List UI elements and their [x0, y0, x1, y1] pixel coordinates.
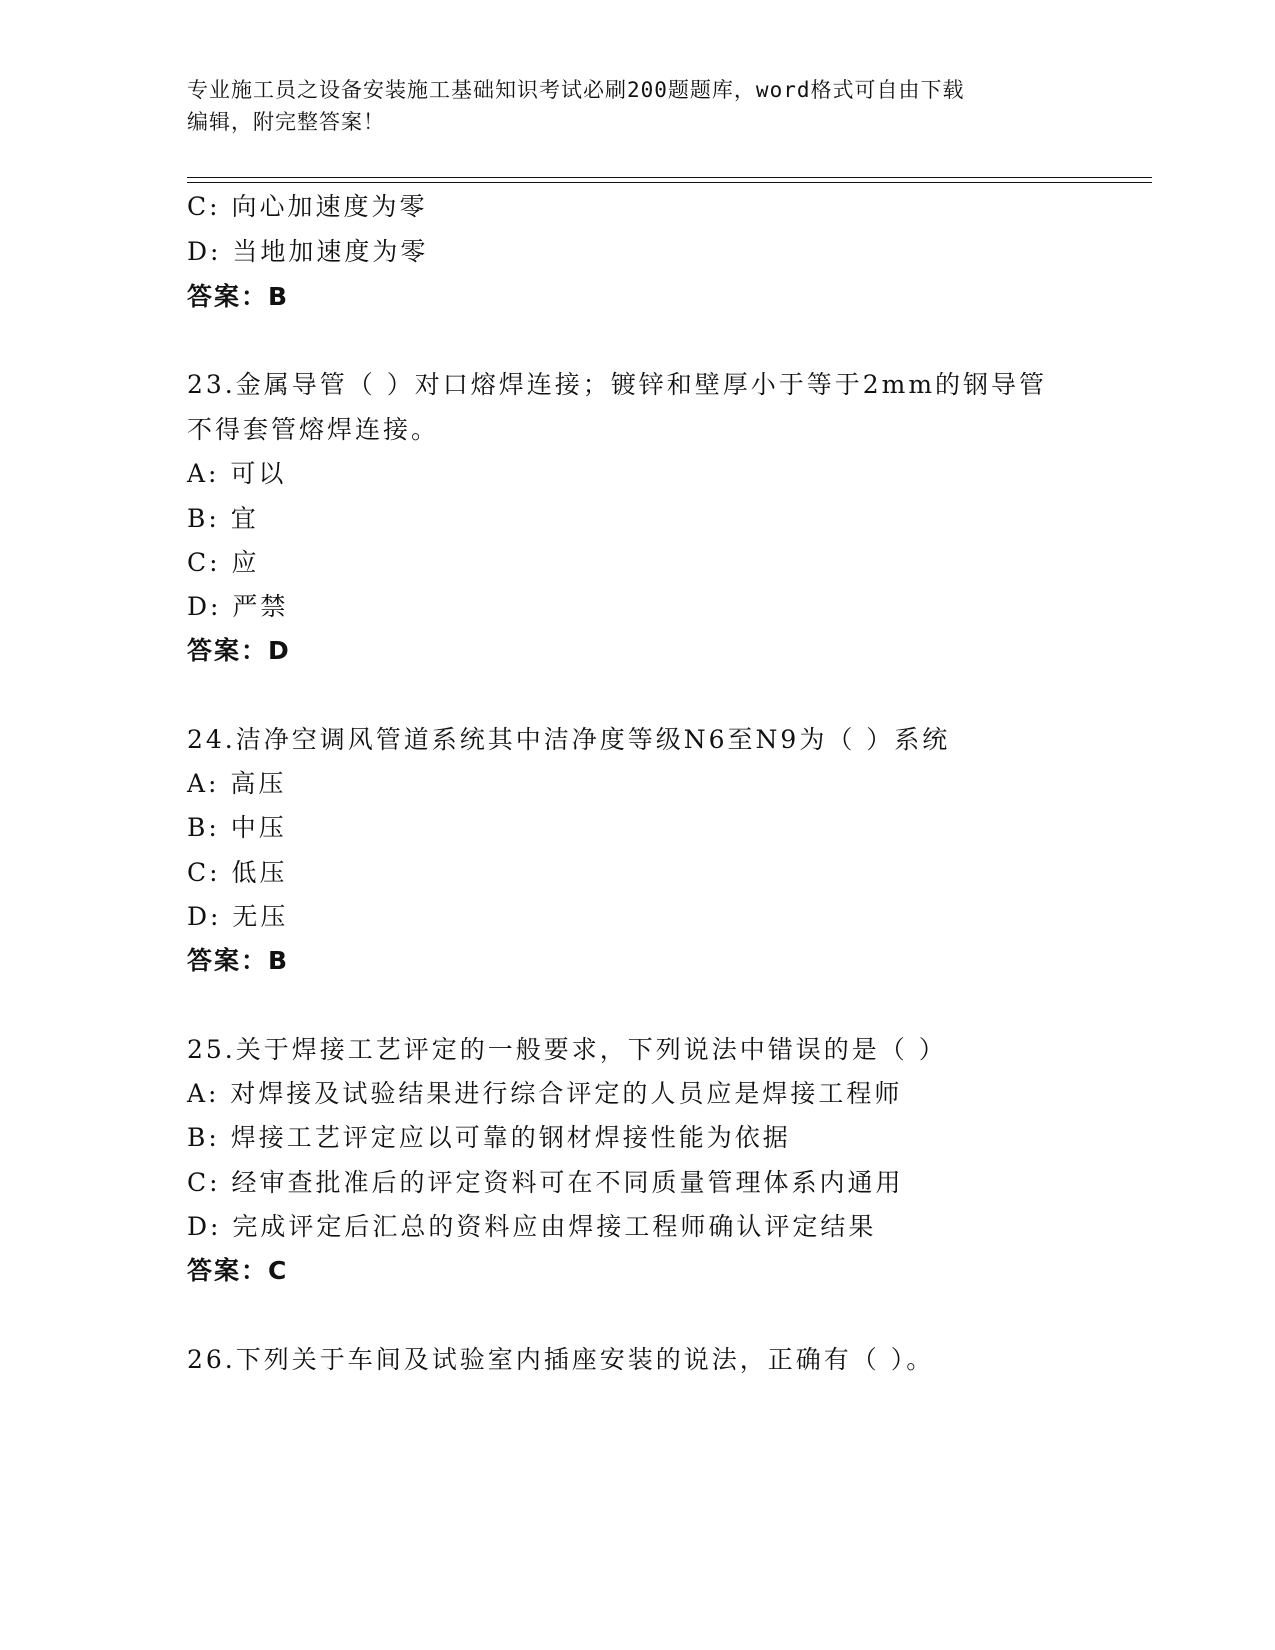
answer-line: 答案：B	[187, 282, 290, 311]
answer-line: 答案：D	[187, 636, 291, 665]
option-line: D: 严禁	[187, 592, 289, 621]
question-stem: 23.金属导管（ ）对口熔焊连接；镀锌和壁厚小于等于2mm的钢导管	[187, 370, 1048, 399]
option-line: D: 无压	[187, 902, 289, 931]
option-line: D: 完成评定后汇总的资料应由焊接工程师确认评定结果	[187, 1212, 877, 1241]
option-line: A: 对焊接及试验结果进行综合评定的人员应是焊接工程师	[187, 1079, 903, 1108]
question-stem: 24.洁净空调风管道系统其中洁净度等级N6至N9为（ ）系统	[187, 725, 951, 754]
option-line: B: 中压	[187, 813, 287, 842]
option-line: A: 可以	[187, 459, 287, 488]
question-stem: 不得套管熔焊连接。	[187, 415, 440, 444]
header-title-line-2: 编辑，附完整答案！	[187, 110, 385, 134]
option-line: A: 高压	[187, 769, 287, 798]
option-line: C: 经审查批准后的评定资料可在不同质量管理体系内通用	[187, 1168, 904, 1197]
header-divider-bottom	[187, 182, 1152, 183]
question-stem: 25.关于焊接工艺评定的一般要求，下列说法中错误的是（ ）	[187, 1035, 947, 1064]
document-header	[187, 74, 1087, 138]
option-line: C: 向心加速度为零	[187, 192, 428, 221]
option-line: C: 应	[187, 548, 260, 577]
answer-line: 答案：C	[187, 1256, 289, 1285]
header-title-line-1: 专业施工员之设备安装施工基础知识考试必刷200题题库，word格式可自由下载	[187, 78, 965, 102]
option-line: C: 低压	[187, 858, 288, 887]
option-line: B: 焊接工艺评定应以可靠的钢材焊接性能为依据	[187, 1123, 791, 1152]
header-divider-top	[187, 177, 1152, 178]
question-stem: 26.下列关于车间及试验室内插座安装的说法，正确有（ ）。	[187, 1345, 935, 1374]
option-line: D: 当地加速度为零	[187, 237, 429, 266]
option-line: B: 宜	[187, 504, 259, 533]
answer-line: 答案：B	[187, 946, 290, 975]
